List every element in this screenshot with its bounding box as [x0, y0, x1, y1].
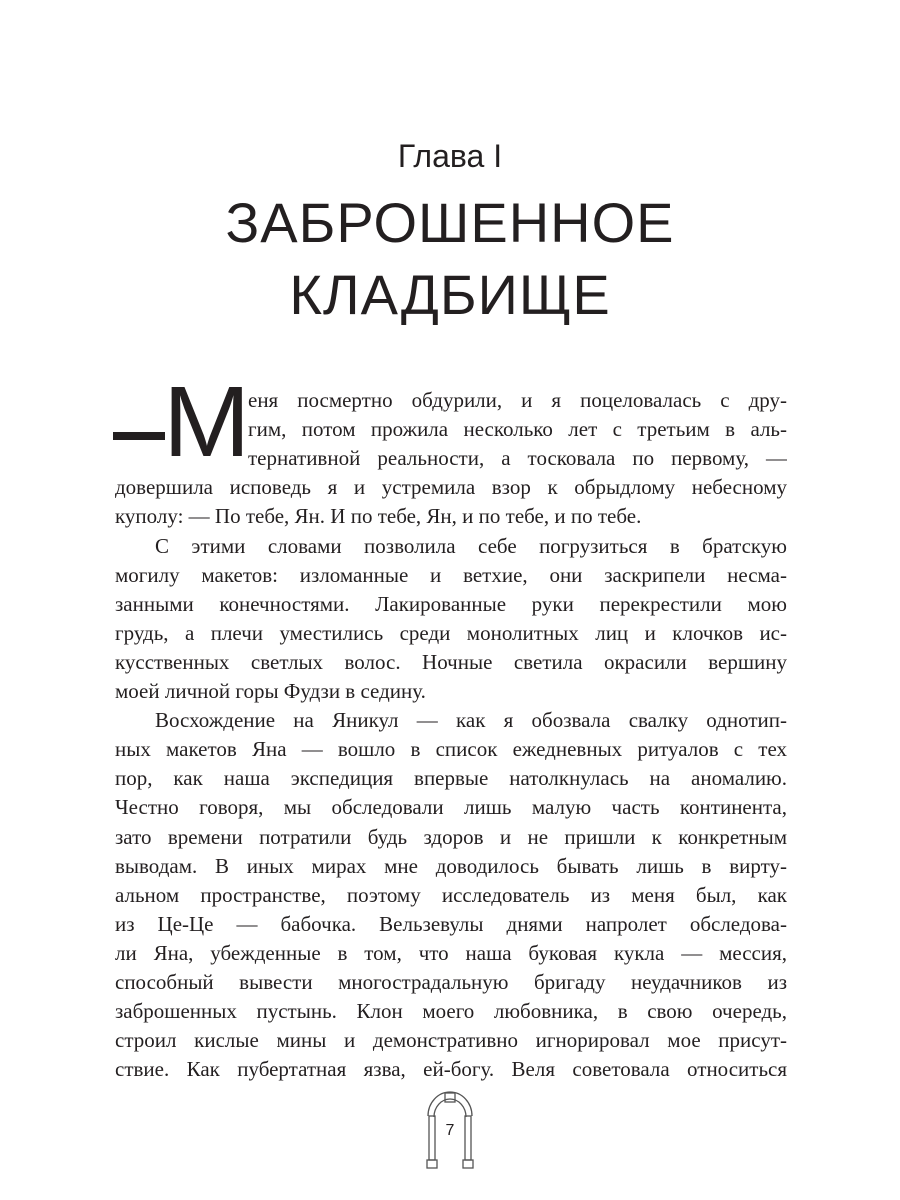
chapter-title-line-2: КЛАДБИЩЕ — [289, 263, 611, 326]
text-line: строил кислые мины и демонстративно игнорировал мое присут- — [115, 1028, 787, 1053]
text-line: пор, как наша экспедиция впервые натолкнулась на аномалию. — [115, 766, 787, 791]
text-line: Честно говоря, мы обследовали лишь малую часть континента, — [115, 795, 787, 820]
text-line: С этими словами позволила себе погрузиться в братскую — [155, 533, 787, 558]
text-line: могилу макетов: изломанные и ветхие, они заскрипели несма- — [115, 562, 787, 587]
text-line: Восхождение на Яникул — как я обозвала свалку однотип- — [155, 708, 787, 733]
page-number-folio — [420, 1090, 480, 1170]
text-line: грудь, а плечи уместились среди монолитных лиц и клочков ис- — [115, 620, 787, 645]
text-line: куполу: — По тебе, Ян. И по тебе, Ян, и по тебе, и по тебе. — [115, 504, 642, 529]
text-line: альном пространстве, поэтому исследователь из меня был, как — [115, 882, 787, 907]
text-line: моей личной горы Фудзи в седину. — [115, 679, 426, 703]
text-line: из Це-Це — бабочка. Вельзевулы днями напролет обследова- — [115, 911, 787, 936]
text-line: заброшенных пустынь. Клон моего любовника, в свою очередь, — [115, 999, 787, 1024]
drop-cap-dash — [113, 432, 165, 440]
text-line: ных макетов Яна — вошло в список ежедневных ритуалов с тех — [115, 737, 787, 762]
text-line: гим, потом прожила несколько лет с третьим в аль- — [248, 417, 787, 442]
text-line: еня посмертно обдурили, и я поцеловалась с дру- — [248, 388, 787, 412]
text-line: выводам. В иных мирах мне доводилось бывать лишь в вирту- — [115, 853, 787, 878]
text-line: способный вывести многострадальную бригаду неудачников из — [115, 970, 787, 994]
text-line: занными конечностями. Лакированные руки перекрестили мою — [115, 591, 787, 616]
text-line: зато времени потратили будь здоров и не пришли к конкретным — [115, 824, 787, 849]
text-line: тернативной реальности, а тосковала по первому, — — [248, 446, 787, 471]
drop-cap-letter: М — [163, 366, 251, 478]
chapter-label: Глава I — [397, 138, 503, 174]
text-line: ли Яна, убежденные в том, что наша буковая кукла — мессия, — [115, 940, 787, 965]
text-line: ствие. Как пубертатная язва, ей-богу. Веля советовала относиться — [115, 1057, 787, 1082]
text-line: кусственных светлых волос. Ночные светила окрасили вершину — [115, 649, 787, 674]
page-number: 7 — [445, 1122, 455, 1139]
chapter-title-line-1: ЗАБРОШЕННОЕ — [225, 191, 675, 254]
text-line: довершила исповедь я и устремила взор к обрыдлому небесному — [115, 475, 787, 500]
